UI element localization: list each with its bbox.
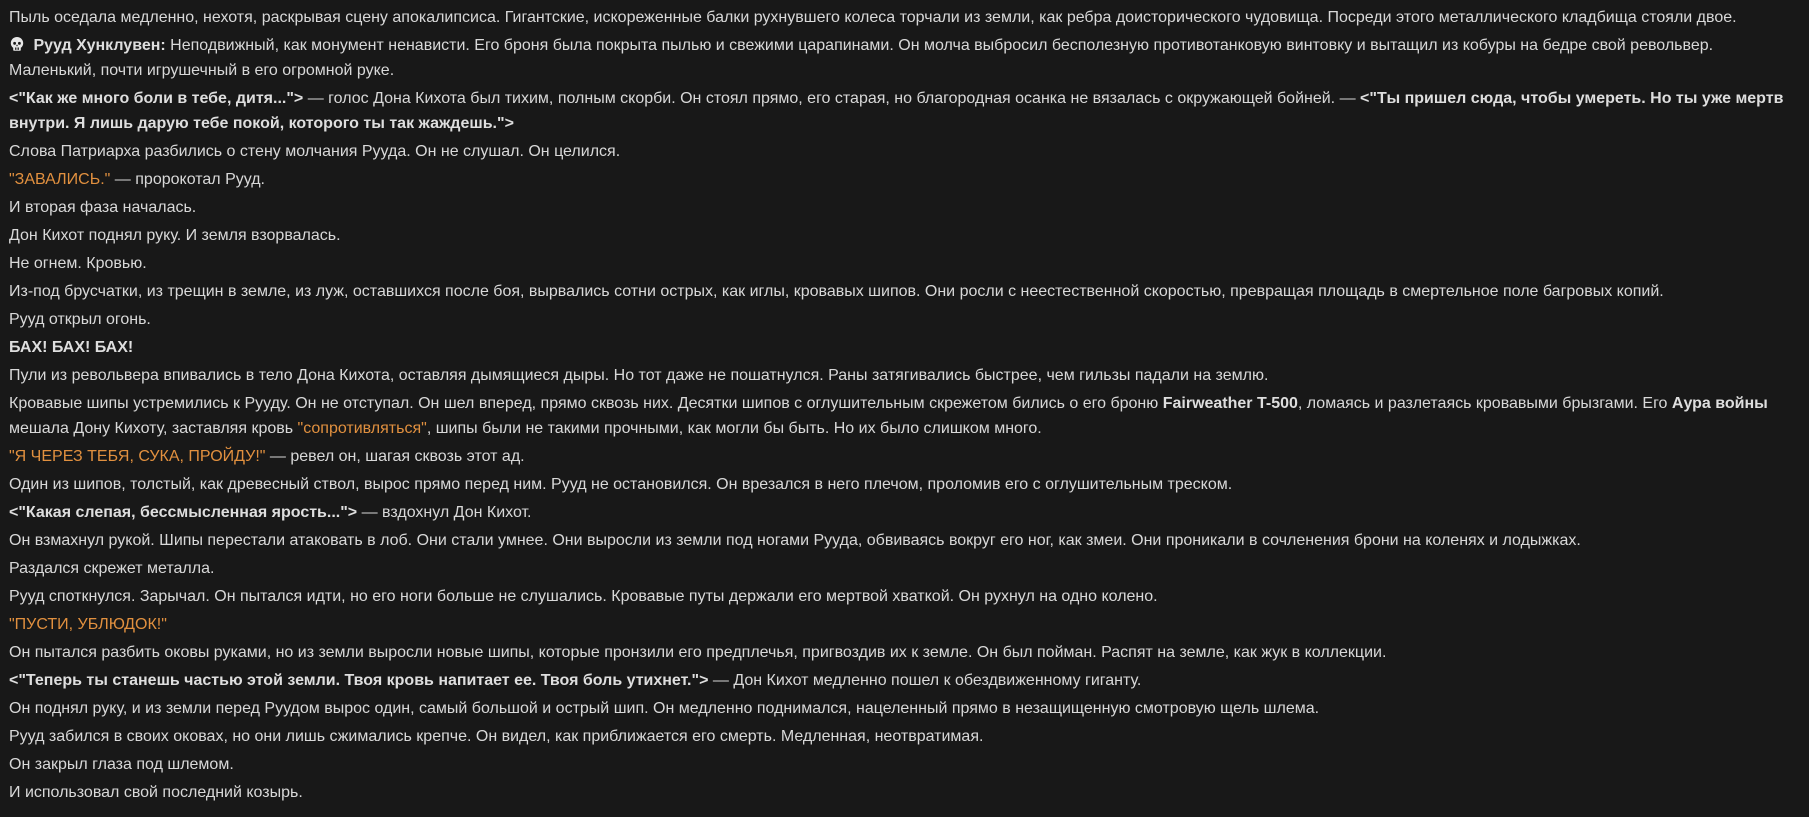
story-paragraph <box>9 307 1799 332</box>
emphasis-text: БАХ! БАХ! БАХ! <box>9 339 134 356</box>
story-paragraph <box>9 335 1799 360</box>
story-paragraph <box>9 640 1799 665</box>
story-paragraph <box>9 195 1799 220</box>
emphasis-text: <"Ты пришел сюда, чтобы умереть. Но ты уже мертв внутри. Я лишь дарую тебе покой, которого ты так жаждешь."> <box>9 90 1784 132</box>
emphasis-text: Аура войны <box>1671 395 1768 412</box>
story-paragraph <box>9 752 1799 777</box>
narration-text: Неподвижный, как монумент ненависти. Его броня была покрыта пылью и свежими царапинами. Он молча выбросил бесполезную противотанковую винтовку и вытащил из кобуры на бедре свой револьвер. Маленький, почти игрушечный в его огромной руке. <box>9 37 1714 79</box>
dialogue-quote: "сопротивляться" <box>297 420 427 437</box>
narration-text: Рууд открыл огонь. <box>9 311 151 328</box>
story-paragraph <box>9 500 1799 525</box>
story-paragraph <box>9 724 1799 749</box>
narration-text: Он взмахнул рукой. Шипы перестали атаковать в лоб. Они стали умнее. Они выросли из земли под ногами Рууда, обвиваясь вокруг его ног, как змеи. Они проникали в сочленения брони на коленях и лодыжках. <box>9 532 1581 549</box>
narration-text: И использовал свой последний козырь. <box>9 784 303 801</box>
narration-text: , ломаясь и разлетаясь кровавыми брызгами. Его <box>1297 395 1672 412</box>
narration-text: — вздохнул Дон Кихот. <box>357 504 532 521</box>
skull-icon <box>9 36 25 52</box>
story-paragraph <box>9 5 1799 30</box>
narration-text: Раздался скрежет металла. <box>9 560 215 577</box>
dialogue-quote: "ПУСТИ, УБЛЮДОК!" <box>9 616 167 633</box>
narration-text: Из-под брусчатки, из трещин в земле, из луж, оставшихся после боя, вырвались сотни острых, как иглы, кровавых шипов. Они росли с неестественной скоростью, превращая площадь в смертельное поле багровых копий. <box>9 283 1664 300</box>
story-paragraph <box>9 251 1799 276</box>
emphasis-text: <"Какая слепая, бессмысленная ярость..."> <box>9 504 358 521</box>
emphasis-text: Рууд Хунклувен: <box>33 37 166 54</box>
story-paragraph <box>9 472 1799 497</box>
story-paragraph <box>9 780 1799 805</box>
narration-text: Кровавые шипы устремились к Рууду. Он не отступал. Он шел вперед, прямо сквозь них. Десятки шипов с оглушительным скрежетом бились о его броню <box>9 395 1163 412</box>
story-paragraphs <box>9 5 1799 805</box>
narration-text: — голос Дона Кихота был тихим, полным скорби. Он стоял прямо, его старая, но благородная осанка не вязалась с окружающей бойней. — <box>303 90 1361 107</box>
narration-text: Пули из револьвера впивались в тело Дона Кихота, оставляя дымящиеся дыры. Но тот даже не пошатнулся. Раны затягивались быстрее, чем гильзы падали на землю. <box>9 367 1269 384</box>
story-paragraph <box>9 391 1799 441</box>
narration-text: Он закрыл глаза под шлемом. <box>9 756 234 773</box>
narration-text: Дон Кихот поднял руку. И земля взорвалась. <box>9 227 341 244</box>
narration-text: — пророкотал Рууд. <box>110 171 265 188</box>
story-paragraph <box>9 33 1799 83</box>
narration-text: И вторая фаза началась. <box>9 199 197 216</box>
story-paragraph <box>9 584 1799 609</box>
narration-text: — Дон Кихот медленно пошел к обездвиженному гиганту. <box>708 672 1142 689</box>
narration-text: Рууд споткнулся. Зарычал. Он пытался идти, но его ноги больше не слушались. Кровавые путы держали его мертвой хваткой. Он рухнул на одно колено. <box>9 588 1158 605</box>
story-paragraph <box>9 167 1799 192</box>
narration-text: Он пытался разбить оковы руками, но из земли выросли новые шипы, которые пронзили его предплечья, пригвоздив их к земле. Он был пойман. Распят на земле, как жук в коллекции. <box>9 644 1387 661</box>
narration-text: , шипы были не такими прочными, как могли бы быть. Но их было слишком много. <box>426 420 1042 437</box>
story-paragraph <box>9 668 1799 693</box>
story-paragraph <box>9 223 1799 248</box>
story-paragraph <box>9 696 1799 721</box>
story-paragraph <box>9 139 1799 164</box>
narration-text: мешала Дону Кихоту, заставляя кровь <box>9 420 298 437</box>
narration-text: Слова Патриарха разбились о стену молчания Рууда. Он не слушал. Он целился. <box>9 143 621 160</box>
story-paragraph <box>9 279 1799 304</box>
narration-text: Он поднял руку, и из земли перед Руудом вырос один, самый большой и острый шип. Он медленно поднимался, нацеленный прямо в незащищенную смотровую щель шлема. <box>9 700 1320 717</box>
narration-text: Не огнем. Кровью. <box>9 255 147 272</box>
narration-text: Рууд забился в своих оковах, но они лишь сжимались крепче. Он видел, как приближается его смерть. Медленная, неотвратимая. <box>9 728 984 745</box>
story-paragraph <box>9 528 1799 553</box>
emphasis-text: <"Как же много боли в тебе, дитя..."> <box>9 90 304 107</box>
story-paragraph <box>9 612 1799 637</box>
story-paragraph <box>9 444 1799 469</box>
emphasis-text: Fairweather T-500 <box>1162 395 1298 412</box>
narration-text: — ревел он, шагая сквозь этот ад. <box>265 448 525 465</box>
dialogue-quote: "ЗАВАЛИСЬ." <box>9 171 111 188</box>
dialogue-quote: "Я ЧЕРЕЗ ТЕБЯ, СУКА, ПРОЙДУ!" <box>9 448 266 465</box>
story-paragraph <box>9 556 1799 581</box>
story-paragraph <box>9 363 1799 388</box>
narration-text: Пыль оседала медленно, нехотя, раскрывая сцену апокалипсиса. Гигантские, искореженные балки рухнувшего колеса торчали из земли, как ребра доисторического чудовища. Посреди этого металлического кладбища стояли двое. <box>9 9 1737 26</box>
narration-text: Один из шипов, толстый, как древесный ствол, вырос прямо перед ним. Рууд не остановился. Он врезался в него плечом, проломив его с оглушительным треском. <box>9 476 1233 493</box>
story-paragraph <box>9 86 1799 136</box>
emphasis-text: <"Теперь ты станешь частью этой земли. Твоя кровь напитает ее. Твоя боль утихнет."> <box>9 672 709 689</box>
